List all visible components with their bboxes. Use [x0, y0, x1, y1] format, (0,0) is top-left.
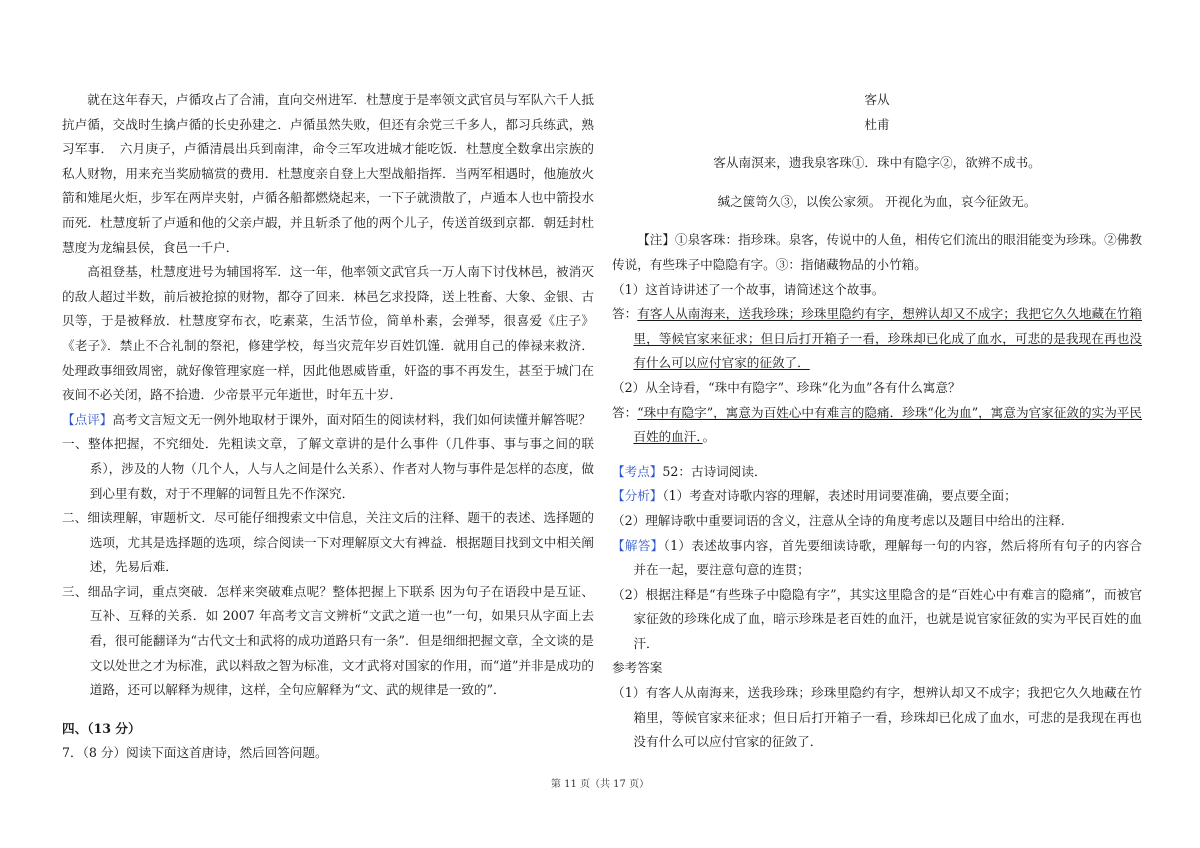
- reference-answer-title: 参考答案: [612, 660, 663, 676]
- section-heading: 四、（13 分）: [62, 720, 141, 736]
- jieda-paragraph: [612, 534, 1142, 583]
- comment-tag: 【点评】: [62, 411, 113, 427]
- fenxi-line-1: （1）考查对诗歌内容的理解，表述时用词要准确，要点要全面；: [662, 488, 1017, 504]
- answer-2-suffix: 。: [702, 429, 716, 445]
- poem-title: 客从: [864, 92, 890, 107]
- left-column: [62, 88, 594, 766]
- method-point-3: 三、细品字词，重点突破．怎样来突破难点呢？整体把握上下联系 因为句子在语段中是互证、互补、互释的关系．如 2007 年高考文言文辨析“文武之道一也”一句，如果只从字面上去看，很可能翻译为“古代文士和武将的成功道路只有一条”．但是细细把握文章，全文谈的是文以处世之才为标准，武以料敌之智为标准，文才武将对国家的作用，而“道”并非是成功的道路，还可以解释为规律，这样，全句应解释为“文、武的规律是一致的”．: [62, 583, 594, 698]
- jieda-line-2: （2）根据注释是“有些珠子中隐隐有字”，其实这里隐含的是“百姓心中有难言的隐痛”，而被官家征敛的珍珠化成了血，暗示珍珠是老百姓的血汗，也就是说官家征敛的实为平民百姓的血汗．: [612, 586, 1142, 651]
- answer-2: [612, 401, 1142, 450]
- question-2: （2）从全诗看，“珠中有隐字”、珍珠“化为血”各有什么寓意？: [612, 379, 961, 395]
- jieda-tag: 【解答】: [612, 537, 664, 553]
- answer-2-text: “珠中有隐字”，寓意为百姓心中有难言的隐痛．珍珠“化为血”，寓意为官家征敛的实为平民百姓的血汗．: [633, 404, 1142, 445]
- comment-text: 高考文言短文无一例外地取材于课外，面对陌生的阅读材料，我们如何读懂并解答呢？: [112, 411, 591, 427]
- poem-note: 【注】①泉客珠：指珍珠。泉客，传说中的人鱼，相传它们流出的眼泪能变为珍珠。②佛教传说，有些珠子中隐隐有字。③：指储藏物品的小竹箱。: [612, 232, 1142, 272]
- poem-author: 杜甫: [864, 116, 890, 132]
- reference-answer-1: （1）有客人从南海来，送我珍珠；珍珠里隐约有字，想辨认却又不成字；我把它久久地藏在竹箱里，等候官家来征求；但日后打开箱子一看，珍珠却已化成了血水，可悲的是我现在再也没有什么可以应付官家的征敛了．: [612, 685, 1142, 750]
- fenxi-tag: 【分析】: [612, 488, 663, 504]
- answer-1: [612, 302, 1142, 376]
- method-point-2: 二、细读理解，审题析文．尽可能仔细搜索文中信息，关注文后的注释、题干的表述、选择题的选项，尤其是选择题的选项，综合阅读一下对理解原文大有裨益．根据题目找到文中相关阐述，先易后难．: [62, 510, 594, 575]
- answer-1-prefix: 答：: [612, 306, 638, 322]
- jieda-line-1: （1）表述故事内容，首先要细读诗歌，理解每一句的内容，然后将所有句子的内容合并在一起，要注意句意的连贯；: [633, 537, 1143, 578]
- poem-line-1: 客从南溟来，遗我泉客珠①．珠中有隐字②，欲辨不成书。: [713, 155, 1041, 171]
- answer-2-prefix: 答：: [612, 404, 638, 420]
- method-point-1: 一、整体把握，不究细处．先粗读文章，了解文章讲的是什么事件（几件事、事与事之间的联系），涉及的人物（几个人，人与人之间是什么关系）、作者对人物与事件是怎样的态度，做到心里有数，对于不理解的词暂且先不作深究．: [62, 436, 594, 501]
- poem-line-2: 缄之箧笥久③，以俟公家须。 开视化为血，哀今征敛无。: [717, 193, 1037, 209]
- passage-paragraph-2: 高祖登基，杜慧度进号为辅国将军．这一年，他率领文武官兵一万人南下讨伐林邑，被消灭的敌人超过半数，前后被抢掠的财物，都夺了回来．林邑乞求投降，送上牲畜、大象、金银、古贝等，于是被释放．杜慧度穿布衣，吃素菜，生活节俭，简单朴素，会弹琴，很喜爱《庄子》《老子》．禁止不合礼制的祭祀，修建学校，每当灾荒年岁百姓饥馑．就用自己的俸禄来救济．处理政事细致周密，就好像管理家庭一样，因此他恩威皆重，奸盗的事不再发生，甚至于城门在夜间不必关闭，路不拾遗．少帝景平元年逝世，时年五十岁．: [62, 264, 594, 403]
- comment-paragraph: [62, 408, 594, 433]
- fenxi-paragraph: [612, 484, 1142, 509]
- kaodian-tag: 【考点】: [612, 463, 663, 479]
- kaodian-text: 52：古诗词阅读．: [662, 463, 767, 479]
- question-1: （1）这首诗讲述了一个故事，请简述这个故事。: [612, 281, 885, 297]
- answer-1-text: 有客人从南海来，送我珍珠；珍珠里隐约有字，想辨认却又不成字；我把它久久地藏在竹箱里，等候官家来征求；但日后打开箱子一看，珍珠却已化成了血水，可悲的是我现在再也没有什么可以应付官家的征敛了．: [633, 306, 1143, 371]
- fenxi-line-2: （2）理解诗歌中重要词语的含义，注意从全诗的角度考虑以及题目中给出的注释．: [612, 512, 1074, 528]
- passage-paragraph-1: 就在这年春天，卢循攻占了合浦，直向交州进军．杜慧度于是率领文武官员与军队六千人抵抗卢循，交战时生擒卢循的长史孙建之．卢循虽然失败，但还有余党三千多人，都习兵练武，熟习军事． 六月庚子，卢循清晨出兵到南津，命令三军攻进城才能吃饭．杜慧度全数拿出宗族的私人财物，用来充当奖励犒赏的费用．杜慧度亲自登上大型战船指挥．当两军相遇时，他施放火箭和雉尾火炬，步军在两岸夹射，卢循各船都燃烧起来，一下子就溃散了，卢遁本人也中箭投水而死．杜慧度斩了卢遁和他的父亲卢嘏，并且斩杀了他的两个儿子，传送首级到京都．朝廷封杜慧度为龙编县侯，食邑一千户．: [62, 92, 594, 255]
- right-column: [612, 88, 1142, 755]
- page-footer: 第 11 页（共 17 页）: [550, 779, 650, 790]
- question-7: 7．（8 分）阅读下面这首唐诗，然后回答问题。: [62, 745, 328, 761]
- kaodian-paragraph: [612, 460, 1142, 485]
